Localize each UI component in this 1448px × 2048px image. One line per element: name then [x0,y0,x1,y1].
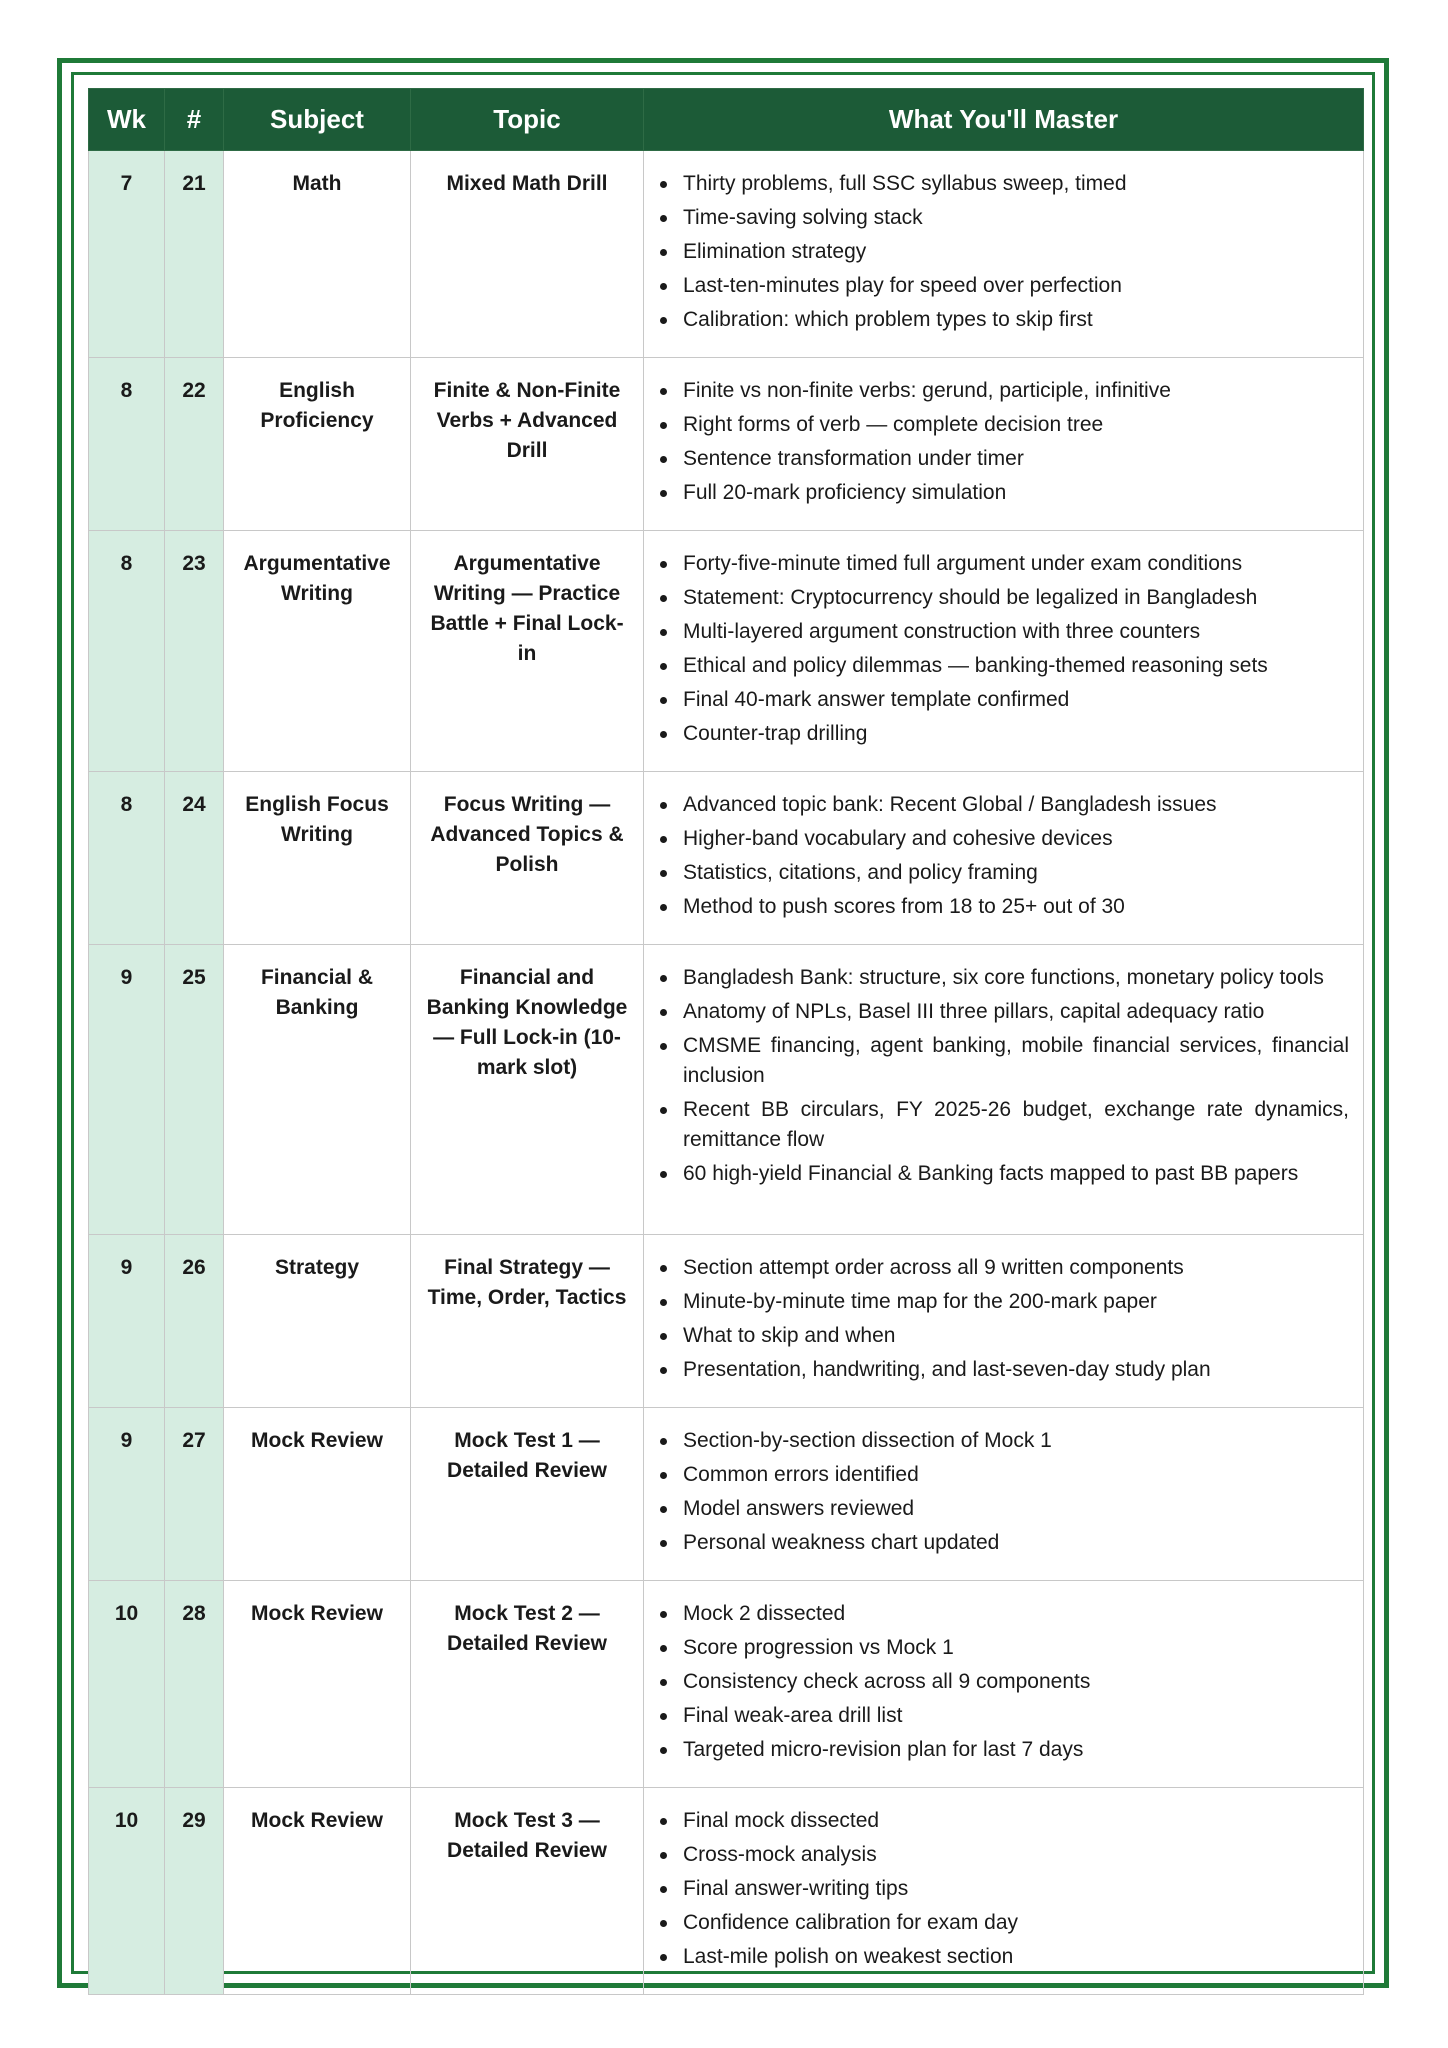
mastery-cell [644,358,1364,531]
subject-cell: Mock Review [224,1788,411,1995]
mastery-cell [644,772,1364,945]
table-row [89,1408,1364,1581]
mastery-bullet-item: Ethical and policy dilemmas — banking-themed reasoning sets [658,651,1349,681]
mastery-bullet-item: Recent BB circulars, FY 2025-26 budget, exchange rate dynamics, remittance flow [658,1095,1349,1155]
mastery-bullet-item: Advanced topic bank: Recent Global / Bangladesh issues [658,790,1349,820]
mastery-bullet-item: CMSME financing, agent banking, mobile financial services, financial inclusion [658,1031,1349,1091]
week-cell: 9 [89,1235,165,1408]
mastery-bullet-item: Final 40-mark answer template confirmed [658,685,1349,715]
mastery-list [658,1426,1349,1558]
table-row [89,151,1364,358]
mastery-bullet-item: Model answers reviewed [658,1494,1349,1524]
mastery-list [658,376,1349,508]
subject-cell: Financial & Banking [224,945,411,1235]
mastery-bullet-item: Last-ten-minutes play for speed over perfection [658,271,1349,301]
mastery-bullet-item: Final mock dissected [658,1806,1349,1836]
mastery-bullet-item: Finite vs non-finite verbs: gerund, participle, infinitive [658,376,1349,406]
mastery-cell [644,1581,1364,1788]
topic-cell: Mock Test 1 — Detailed Review [411,1408,644,1581]
mastery-bullet-item: Score progression vs Mock 1 [658,1633,1349,1663]
topic-cell: Mock Test 2 — Detailed Review [411,1581,644,1788]
mastery-bullet-item: Sentence transformation under timer [658,444,1349,474]
mastery-bullet-item: Bangladesh Bank: structure, six core functions, monetary policy tools [658,963,1349,993]
table-row [89,945,1364,1235]
mastery-bullet-item: Statistics, citations, and policy framing [658,858,1349,888]
session-number-cell: 21 [165,151,224,358]
mastery-cell [644,1408,1364,1581]
mastery-bullet-item: What to skip and when [658,1321,1349,1351]
week-cell: 10 [89,1788,165,1995]
topic-cell: Financial and Banking Knowledge — Full Lock-in (10-mark slot) [411,945,644,1235]
subject-cell: Math [224,151,411,358]
mastery-bullet-item: Counter-trap drilling [658,719,1349,749]
header-mastery: What You'll Master [644,89,1364,151]
mastery-bullet-item: Minute-by-minute time map for the 200-mark paper [658,1287,1349,1317]
mastery-bullet-item: Forty-five-minute timed full argument under exam conditions [658,549,1349,579]
mastery-list [658,1599,1349,1765]
mastery-bullet-item: Anatomy of NPLs, Basel III three pillars, capital adequacy ratio [658,997,1349,1027]
mastery-bullet-item: Elimination strategy [658,237,1349,267]
mastery-bullet-item: Thirty problems, full SSC syllabus sweep, timed [658,169,1349,199]
mastery-cell [644,531,1364,772]
mastery-list [658,963,1349,1189]
session-number-cell: 25 [165,945,224,1235]
study-plan-table [88,88,1364,1995]
session-number-cell: 22 [165,358,224,531]
mastery-list [658,1253,1349,1385]
mastery-bullet-item: Right forms of verb — complete decision tree [658,410,1349,440]
table-row [89,1235,1364,1408]
mastery-bullet-item: Section attempt order across all 9 written components [658,1253,1349,1283]
table-row [89,1581,1364,1788]
mastery-bullet-item: Confidence calibration for exam day [658,1908,1349,1938]
table-header-row [89,89,1364,151]
session-number-cell: 23 [165,531,224,772]
mastery-bullet-item: Section-by-section dissection of Mock 1 [658,1426,1349,1456]
mastery-bullet-item: Multi-layered argument construction with three counters [658,617,1349,647]
mastery-list [658,169,1349,335]
topic-cell: Argumentative Writing — Practice Battle + Final Lock-in [411,531,644,772]
table-row [89,1788,1364,1995]
session-number-cell: 28 [165,1581,224,1788]
mastery-bullet-item: Calibration: which problem types to skip first [658,305,1349,335]
header-subject: Subject [224,89,411,151]
subject-cell: Mock Review [224,1408,411,1581]
table-body [89,151,1364,1995]
topic-cell: Focus Writing — Advanced Topics & Polish [411,772,644,945]
session-number-cell: 26 [165,1235,224,1408]
mastery-list [658,549,1349,749]
mastery-bullet-item: Final answer-writing tips [658,1874,1349,1904]
header-session-number: # [165,89,224,151]
mastery-bullet-item: Full 20-mark proficiency simulation [658,478,1349,508]
week-cell: 9 [89,945,165,1235]
mastery-bullet-item: Cross-mock analysis [658,1840,1349,1870]
session-number-cell: 29 [165,1788,224,1995]
header-week: Wk [89,89,165,151]
mastery-bullet-item: 60 high-yield Financial & Banking facts mapped to past BB papers [658,1159,1349,1189]
mastery-bullet-item: Common errors identified [658,1460,1349,1490]
subject-cell: Argumentative Writing [224,531,411,772]
subject-cell: Mock Review [224,1581,411,1788]
mastery-cell [644,151,1364,358]
mastery-bullet-item: Last-mile polish on weakest section [658,1942,1349,1972]
mastery-cell [644,1788,1364,1995]
mastery-bullet-item: Presentation, handwriting, and last-seven-day study plan [658,1355,1349,1385]
topic-cell: Mixed Math Drill [411,151,644,358]
header-topic: Topic [411,89,644,151]
session-number-cell: 24 [165,772,224,945]
week-cell: 7 [89,151,165,358]
table-row [89,772,1364,945]
week-cell: 10 [89,1581,165,1788]
topic-cell: Mock Test 3 — Detailed Review [411,1788,644,1995]
subject-cell: English Proficiency [224,358,411,531]
week-cell: 9 [89,1408,165,1581]
mastery-bullet-item: Mock 2 dissected [658,1599,1349,1629]
table-row [89,531,1364,772]
week-cell: 8 [89,358,165,531]
mastery-bullet-item: Higher-band vocabulary and cohesive devices [658,824,1349,854]
mastery-bullet-item: Time-saving solving stack [658,203,1349,233]
mastery-list [658,1806,1349,1972]
mastery-bullet-item: Targeted micro-revision plan for last 7 days [658,1735,1349,1765]
table-row [89,358,1364,531]
mastery-bullet-item: Method to push scores from 18 to 25+ out of 30 [658,892,1349,922]
session-number-cell: 27 [165,1408,224,1581]
subject-cell: Strategy [224,1235,411,1408]
mastery-cell [644,945,1364,1235]
mastery-bullet-item: Final weak-area drill list [658,1701,1349,1731]
mastery-bullet-item: Statement: Cryptocurrency should be legalized in Bangladesh [658,583,1349,613]
mastery-bullet-item: Consistency check across all 9 components [658,1667,1349,1697]
mastery-cell [644,1235,1364,1408]
week-cell: 8 [89,531,165,772]
mastery-list [658,790,1349,922]
mastery-bullet-item: Personal weakness chart updated [658,1528,1349,1558]
topic-cell: Final Strategy — Time, Order, Tactics [411,1235,644,1408]
topic-cell: Finite & Non-Finite Verbs + Advanced Drill [411,358,644,531]
week-cell: 8 [89,772,165,945]
subject-cell: English Focus Writing [224,772,411,945]
